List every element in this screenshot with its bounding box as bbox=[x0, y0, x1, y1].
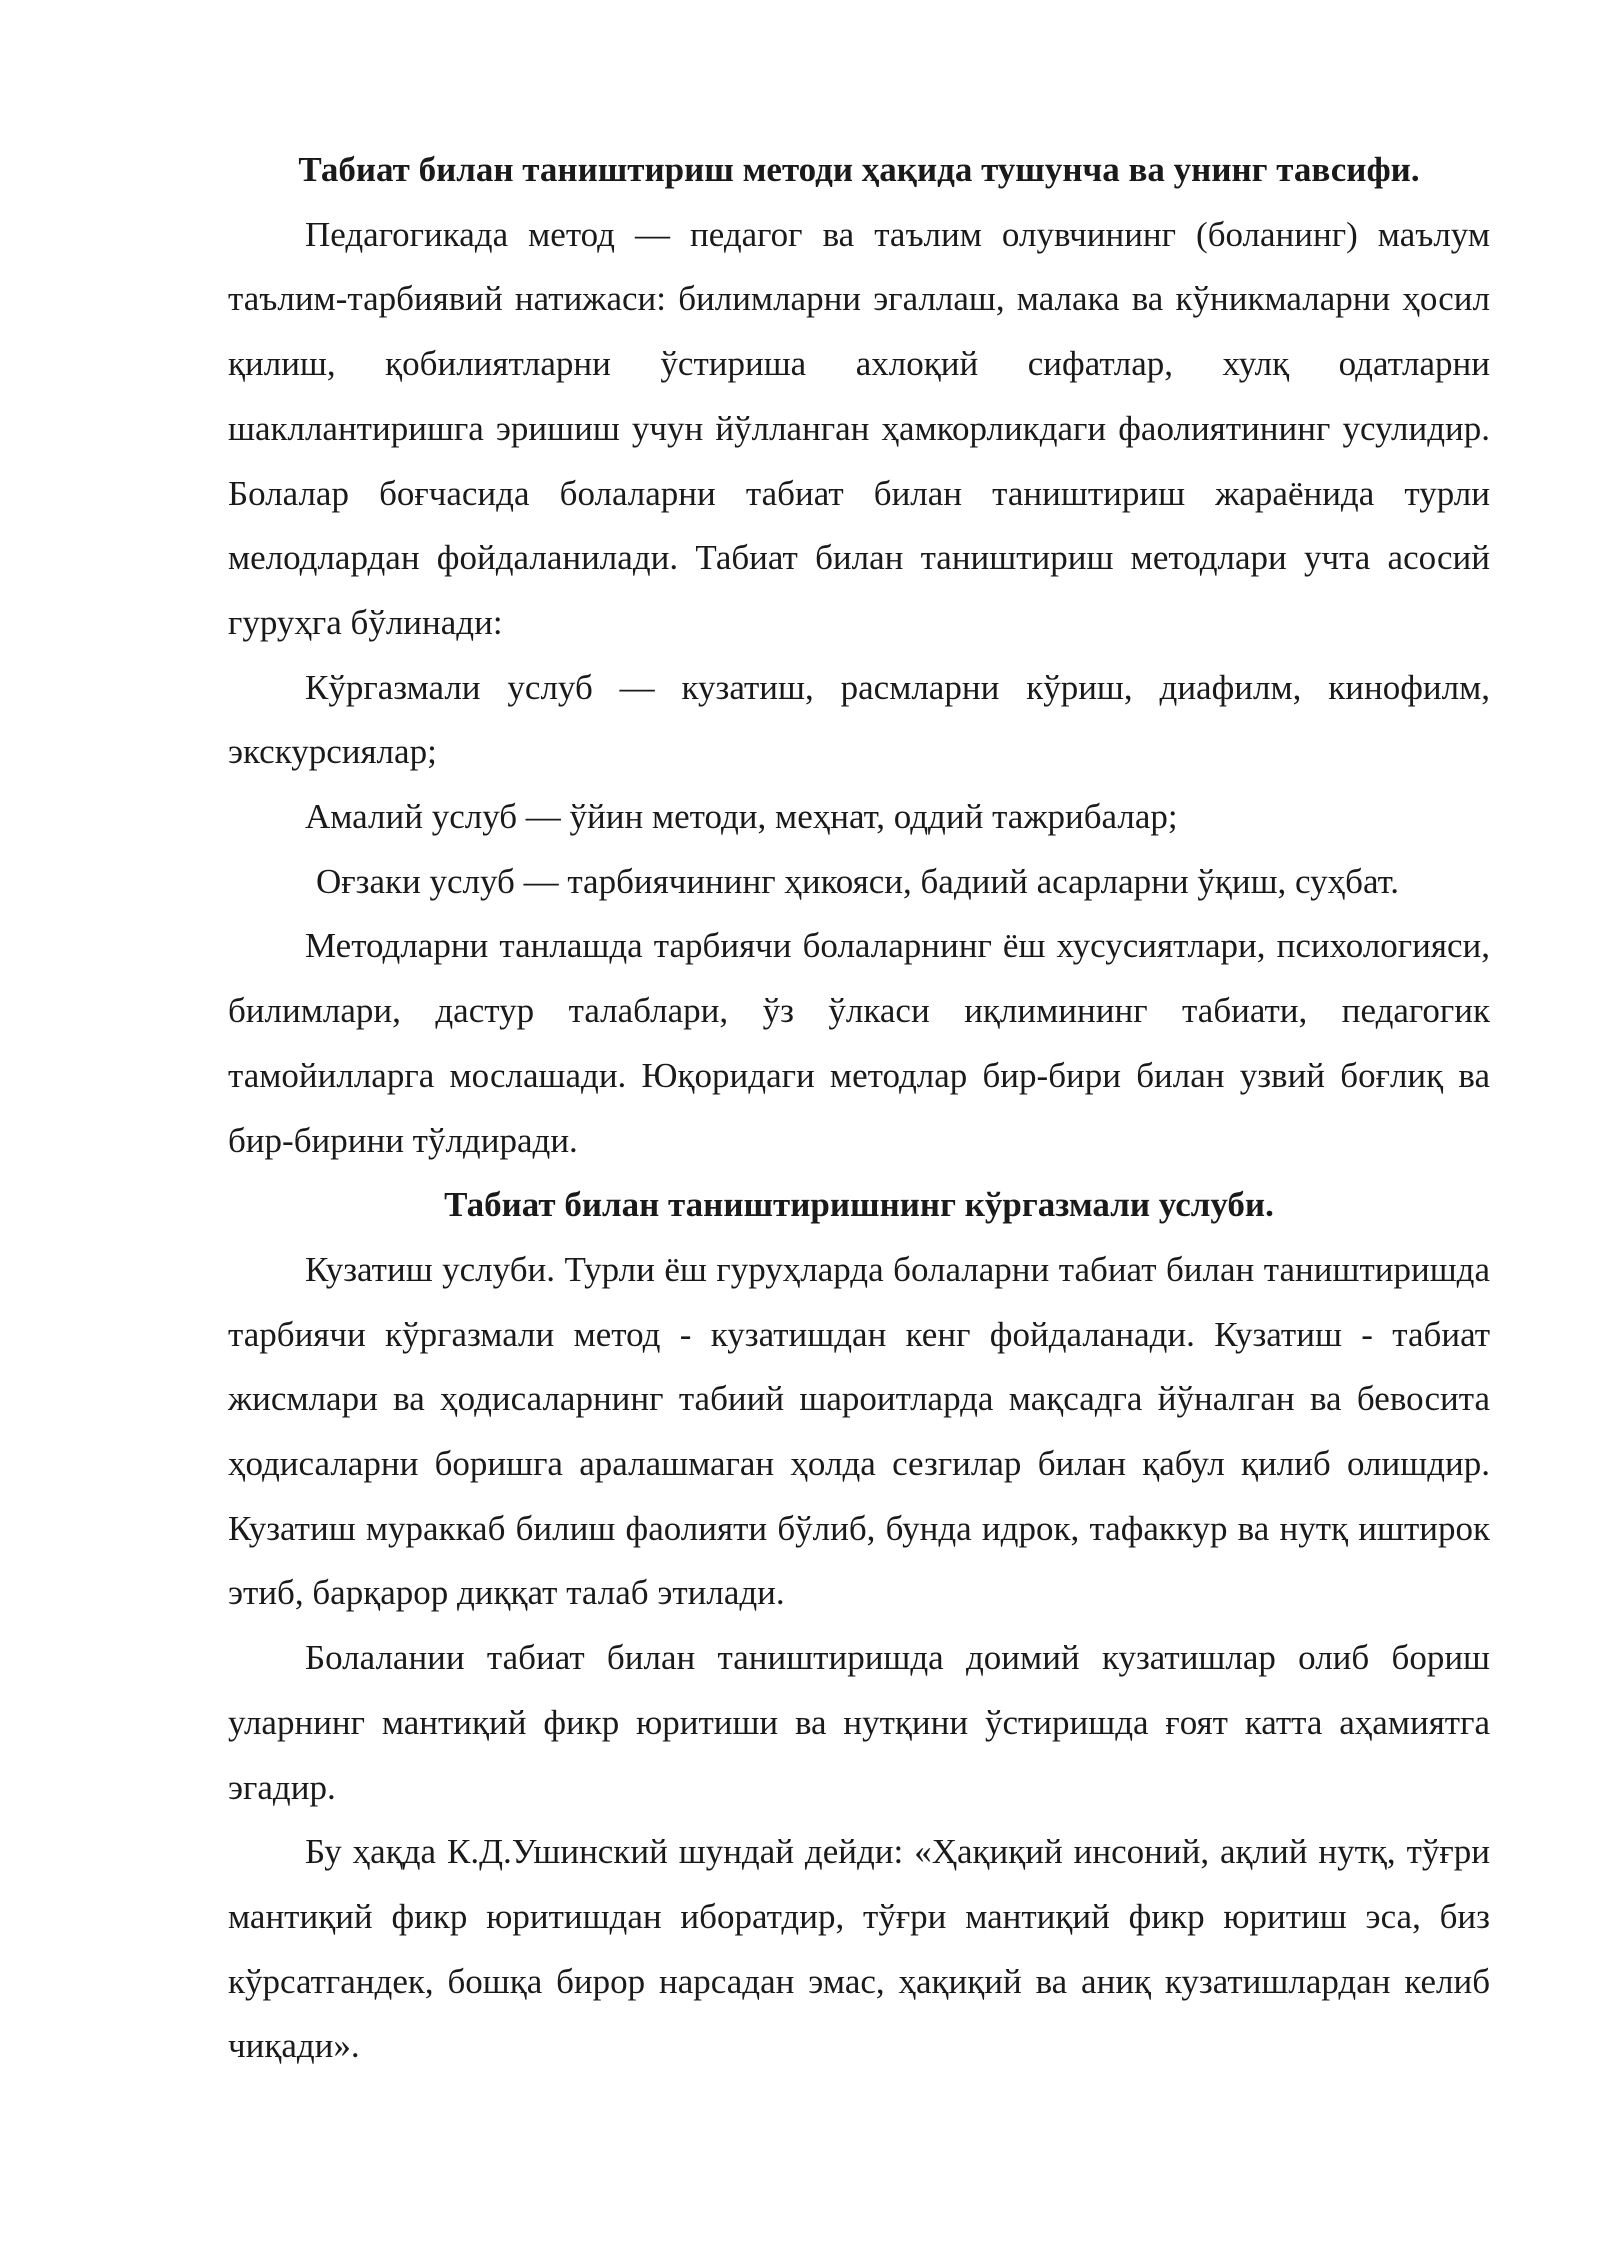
paragraph-method-selection: Методларни танлашда тарбиячи болаларнинг ёш хусусиятлари, психологияси, билимлари, дастур талаблари, ўз ўлкаси иқлимининг табиати, педагогик тамойилларга мослашади. Юқоридаги методлар бир-бири билан узвий боғлиқ ва бир-бирини тўлдиради. bbox=[228, 926, 1490, 1160]
document-title: Табиат билан таништириш методи ҳақида тушунча ва унинг тавсифи. bbox=[298, 150, 1420, 189]
paragraph-visual-method: Кўргазмали услуб — кузатиш, расмларни кўриш, диафилм, кинофилм, экскурсиялар; bbox=[228, 667, 1490, 772]
document-page bbox=[228, 138, 1490, 2079]
paragraph-oral-method: Оғзаки услуб — тарбиячининг ҳикояси, бадиий асарларни ўқиш, суҳбат. bbox=[316, 861, 1399, 901]
section-subtitle: Табиат билан таништиришнинг кўргазмали услуби. bbox=[444, 1185, 1274, 1225]
paragraph-observation-method: Кузатиш услуби. Турли ёш гуруҳларда болаларни табиат билан таништиришда тарбиячи кўргазмали метод - кузатишдан кенг фойдаланади. Кузатиш - табиат жисмлари ва ҳодисаларнинг табиий шароитларда мақсадга йўналган ва бевосита ҳодисаларни боришга аралашмаган ҳолда сезгилар билан қабул қилиб олишдир. Кузатиш мураккаб билиш фаолияти бўлиб, бунда идрок, тафаккур ва нутқ иштирок этиб, барқарор диққат талаб этилади. bbox=[228, 1249, 1490, 1613]
paragraph-observation-importance: Болалании табиат билан таништиришда доимий кузатишлар олиб бориш уларнинг мантиқий фикр юритиши ва нутқини ўстиришда ғоят катта аҳамиятга эгадир. bbox=[228, 1638, 1490, 1807]
paragraph-ushinsky-quote: Бу ҳақда К.Д.Ушинский шундай дейди: «Ҳақиқий инсоний, ақлий нутқ, тўғри мантиқий фикр юритишдан иборатдир, тўғри мантиқий фикр юритиш эса, биз кўрсатгандек, бошқа бирор нарсадан эмас, ҳақиқий ва аниқ кузатишлардан келиб чиқади». bbox=[228, 1832, 1490, 2066]
paragraph-method-definition: Педагогикада метод — педагог ва таълим олувчининг (боланинг) маълум таълим-тарбиявий натижаси: билимларни эгаллаш, малака ва кўникмаларни ҳосил қилиш, қобилиятларни ўстириша ахлоқий сифатлар, хулқ одатларни шакллантиришга эришиш учун йўлланган ҳамкорликдаги фаолиятининг усулидир. Болалар боғчасида болаларни табиат билан таништириш жараёнида турли мелодлардан фойдаланилади. Табиат билан таништириш методлари учта асосий гуруҳга бўлинади: bbox=[228, 214, 1490, 642]
paragraph-practical-method: Амалий услуб — ўйин методи, меҳнат, оддий тажрибалар; bbox=[305, 797, 1178, 837]
